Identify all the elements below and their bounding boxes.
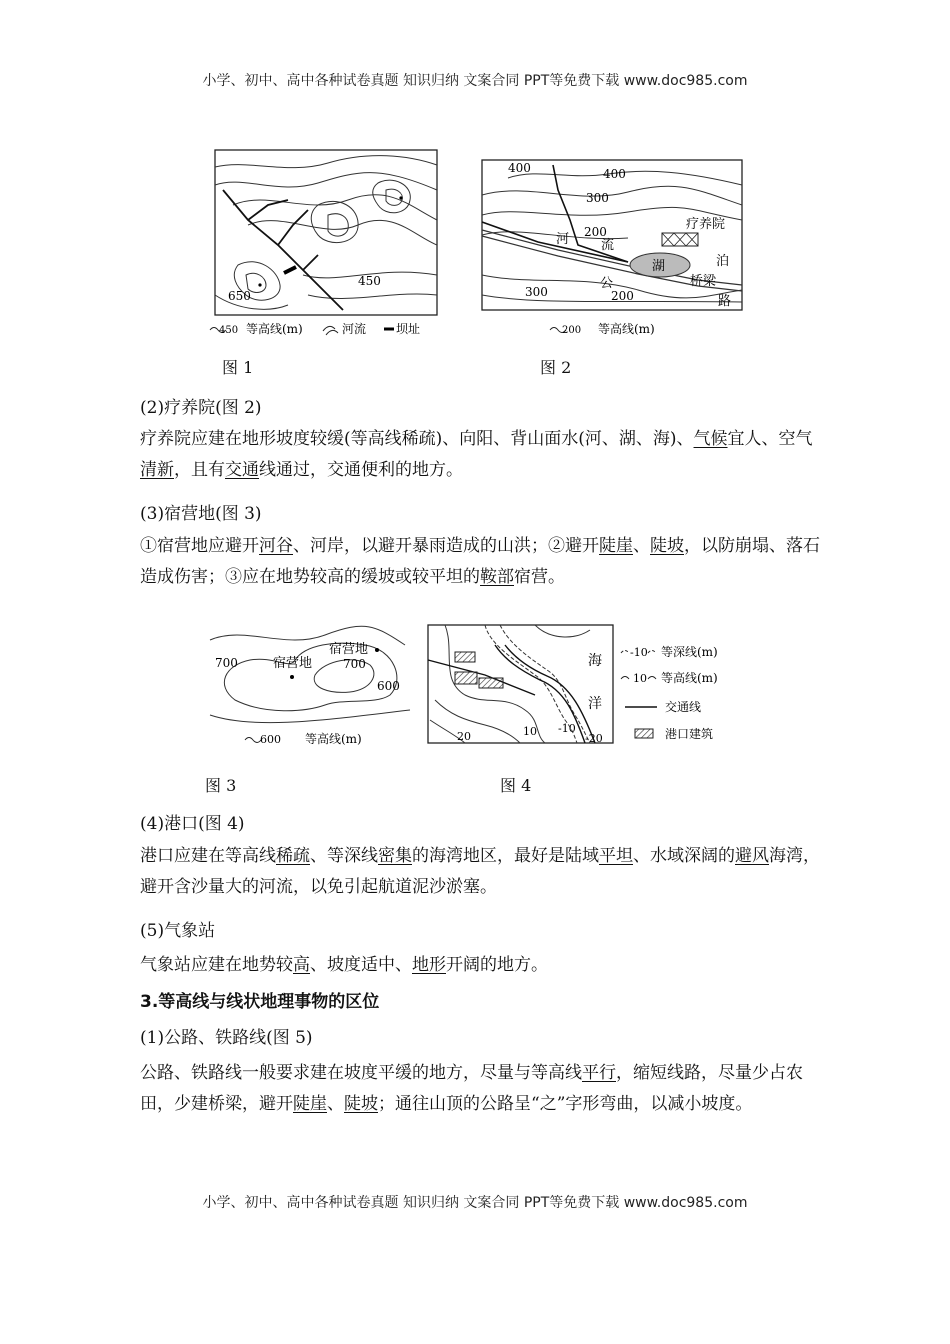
page-footer: 小学、初中、高中各种试卷真题 知识归纳 文案合同 PPT等免费下载 www.doc985.com	[202, 1195, 748, 1211]
fig4-label-hai: 海	[588, 653, 602, 669]
fig4-caption: 图 4	[500, 776, 532, 795]
fig2-label-400a: 400	[508, 161, 531, 175]
fig4-label-neg20: -20	[585, 732, 603, 745]
fig2-label-200b: 200	[611, 289, 634, 303]
section-3-1-body: 公路、铁路线一般要求建在坡度平缓的地方，尽量与等高线平行，缩短线路，尽量少占农田，少建桥梁，避开陡崖、陡坡；通往山顶的公路呈“之”字形弯曲，以减小坡度。	[140, 1063, 803, 1114]
section-4-body: 港口应建在等高线稀疏、等深线密集的海湾地区，最好是陆域平坦、水域深阔的避风海湾，避开含沙量大的河流，以免引起航道泥沙淤塞。	[140, 846, 820, 897]
fig4-legend-depth-number: -10	[630, 646, 648, 659]
fig3-label-700b: 700	[343, 657, 366, 671]
fig3-legend-contour: 等高线(m)	[305, 732, 362, 746]
fig2-caption: 图 2	[540, 358, 572, 377]
section-4-title: (4)港口(图 4)	[140, 814, 245, 834]
figure-1	[208, 145, 448, 345]
fig4-label-yang: 洋	[588, 696, 602, 712]
fig2-legend-contour: 等高线(m)	[598, 322, 655, 336]
fig2-label-gong: 公	[600, 276, 614, 291]
fig2-label-liu: 流	[601, 238, 615, 253]
fig4-label-10: 10	[523, 725, 537, 738]
fig4-legend-contour-number: 10	[633, 672, 647, 685]
fig3-label-camp2: 宿营地	[329, 642, 369, 657]
fig2-label-300a: 300	[586, 191, 609, 205]
fig3-label-700a: 700	[215, 656, 238, 670]
section-3-title: (3)宿营地(图 3)	[140, 504, 262, 524]
fig1-label-450: 450	[358, 274, 381, 288]
section-3-1-title: (1)公路、铁路线(图 5)	[140, 1028, 313, 1048]
fig2-label-400b: 400	[603, 167, 626, 181]
fig2-legend-number: 200	[562, 325, 582, 336]
section-5-body: 气象站应建在地势较高、坡度适中、地形开阔的地方。	[140, 955, 548, 975]
fig2-label-he: 河	[556, 232, 570, 247]
fig1-legend-contour: 等高线(m)	[246, 322, 303, 336]
fig4-legend-depth: 等深线(m)	[661, 645, 718, 659]
section-5-title: (5)气象站	[140, 921, 216, 941]
section-2-body: 疗养院应建在地形坡度较缓(等高线稀疏)、向阳、背山面水(河、湖、海)、气候宜人、空气清新，且有交通线通过，交通便利的地方。	[140, 429, 813, 480]
fig3-caption: 图 3	[205, 776, 237, 795]
fig1-legend-number: 450	[219, 325, 239, 336]
figure-4	[425, 620, 775, 750]
fig2-label-bridge: 桥梁	[690, 274, 717, 289]
fig4-label-neg10: -10	[558, 722, 576, 735]
fig1-label-650: 650	[228, 289, 251, 303]
section-3-body: ①宿营地应避开河谷、河岸，以避开暴雨造成的山洪；②避开陡崖、陡坡，以防崩塌、落石造成伤害；③应在地势较高的缓坡或较平坦的鞍部宿营。	[140, 536, 820, 587]
page-header: 小学、初中、高中各种试卷真题 知识归纳 文案合同 PPT等免费下载 www.doc985.com	[202, 73, 748, 89]
fig2-label-sanatorium: 疗养院	[686, 217, 726, 232]
fig1-legend-river: 河流	[342, 322, 367, 336]
heading-3: 3.等高线与线状地理事物的区位	[140, 992, 380, 1012]
fig3-legend-number: 600	[260, 733, 281, 746]
fig2-label-hu: 湖	[652, 259, 666, 274]
fig2-label-po: 泊	[716, 254, 730, 269]
fig2-label-lu: 路	[718, 294, 732, 309]
fig2-label-200a: 200	[584, 225, 607, 239]
fig1-legend-dam: 坝址	[396, 322, 421, 336]
fig4-legend-port: 港口建筑	[665, 727, 714, 741]
fig2-label-300b: 300	[525, 285, 548, 299]
section-2-title: (2)疗养院(图 2)	[140, 398, 262, 418]
fig4-label-20a: 20	[457, 730, 471, 743]
fig3-label-600: 600	[377, 679, 400, 693]
figure-2	[478, 150, 748, 345]
figure-3	[205, 620, 415, 750]
fig4-legend-traffic: 交通线	[665, 700, 702, 714]
fig3-label-camp1: 宿营地	[273, 656, 313, 671]
fig1-caption: 图 1	[222, 358, 254, 377]
fig4-legend-contour: 等高线(m)	[661, 671, 718, 685]
